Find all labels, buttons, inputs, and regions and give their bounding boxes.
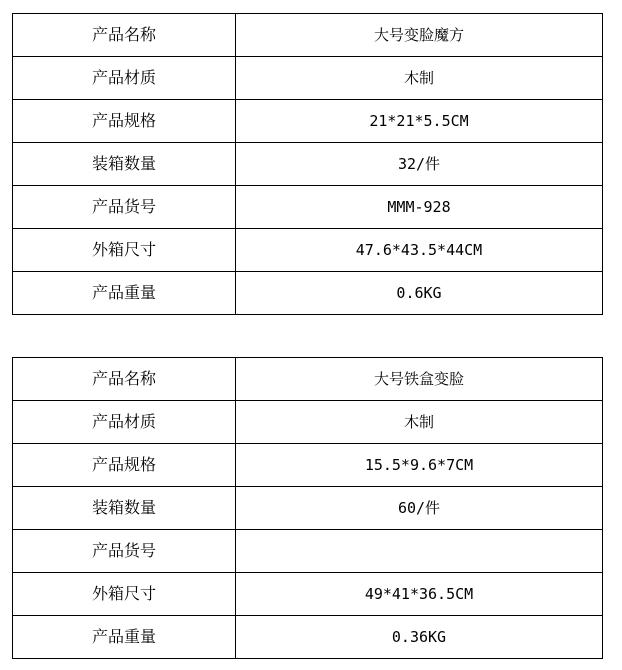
table-row bbox=[13, 573, 603, 616]
product-spec-table-2 bbox=[12, 357, 603, 659]
row-value-item-number: MMM-928 bbox=[236, 186, 603, 229]
row-label-item-number: 产品货号 bbox=[13, 186, 236, 229]
table-row bbox=[13, 358, 603, 401]
table-row bbox=[13, 530, 603, 573]
row-value-product-name: 大号铁盒变脸 bbox=[236, 358, 603, 401]
row-value-carton-size: 47.6*43.5*44CM bbox=[236, 229, 603, 272]
table-row bbox=[13, 57, 603, 100]
row-label-carton-size: 外箱尺寸 bbox=[13, 573, 236, 616]
table-row bbox=[13, 186, 603, 229]
row-value-product-name: 大号变脸魔方 bbox=[236, 14, 603, 57]
row-value-material: 木制 bbox=[236, 57, 603, 100]
row-label-material: 产品材质 bbox=[13, 401, 236, 444]
row-label-specification: 产品规格 bbox=[13, 100, 236, 143]
row-label-item-number: 产品货号 bbox=[13, 530, 236, 573]
row-label-packing-quantity: 装箱数量 bbox=[13, 143, 236, 186]
table-row bbox=[13, 272, 603, 315]
product-spec-table-1 bbox=[12, 13, 603, 315]
row-value-item-number bbox=[236, 530, 603, 573]
table-row bbox=[13, 444, 603, 487]
row-value-weight: 0.36KG bbox=[236, 616, 603, 659]
table-row bbox=[13, 14, 603, 57]
row-value-material: 木制 bbox=[236, 401, 603, 444]
row-value-weight: 0.6KG bbox=[236, 272, 603, 315]
row-label-carton-size: 外箱尺寸 bbox=[13, 229, 236, 272]
row-label-packing-quantity: 装箱数量 bbox=[13, 487, 236, 530]
row-label-product-name: 产品名称 bbox=[13, 358, 236, 401]
row-value-packing-quantity: 32/件 bbox=[236, 143, 603, 186]
row-value-specification: 15.5*9.6*7CM bbox=[236, 444, 603, 487]
row-label-weight: 产品重量 bbox=[13, 272, 236, 315]
row-value-carton-size: 49*41*36.5CM bbox=[236, 573, 603, 616]
row-value-packing-quantity: 60/件 bbox=[236, 487, 603, 530]
table-row bbox=[13, 401, 603, 444]
table-row bbox=[13, 100, 603, 143]
row-label-specification: 产品规格 bbox=[13, 444, 236, 487]
row-label-product-name: 产品名称 bbox=[13, 14, 236, 57]
row-label-weight: 产品重量 bbox=[13, 616, 236, 659]
table-row bbox=[13, 616, 603, 659]
table-row bbox=[13, 487, 603, 530]
row-label-material: 产品材质 bbox=[13, 57, 236, 100]
table-row bbox=[13, 143, 603, 186]
row-value-specification: 21*21*5.5CM bbox=[236, 100, 603, 143]
table-row bbox=[13, 229, 603, 272]
